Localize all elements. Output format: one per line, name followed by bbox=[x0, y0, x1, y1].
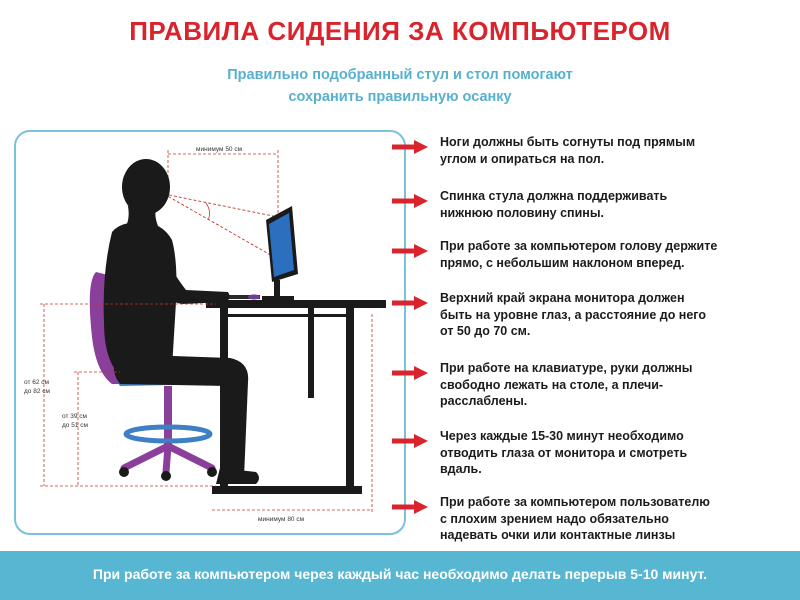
poster-subtitle bbox=[0, 64, 800, 108]
right-arrow-icon bbox=[392, 366, 428, 380]
rule-line: надевать очки или контактные линзы bbox=[440, 528, 676, 542]
rule-line: быть на уровне глаз, а расстояние до него bbox=[440, 307, 706, 322]
rule-line: свободно лежать на столе, а плечи- bbox=[440, 377, 664, 392]
dimension-seat-height bbox=[62, 372, 120, 486]
rule-line: углом и опираться на пол. bbox=[440, 151, 605, 166]
subtitle-line: сохранить правильную осанку bbox=[288, 89, 512, 105]
rule-line: При работе за компьютером пользователю bbox=[440, 495, 710, 509]
dimension-table-height-label-2: до 82 см bbox=[24, 388, 50, 395]
posture-illustration-drawing bbox=[16, 132, 406, 535]
rule-line: нижнюю половину спины. bbox=[440, 205, 604, 220]
poster-title: ПРАВИЛА СИДЕНИЯ ЗА КОМПЬЮТЕРОМ bbox=[129, 16, 671, 46]
right-arrow-icon bbox=[392, 296, 428, 310]
posture-illustration bbox=[14, 130, 406, 535]
rule-text bbox=[440, 134, 786, 167]
subtitle-line: Правильно подобранный стул и стол помогают bbox=[227, 67, 573, 83]
rule-line: Верхний край экрана монитора должен bbox=[440, 291, 685, 305]
right-arrow-icon bbox=[392, 194, 428, 208]
right-arrow-icon bbox=[392, 434, 428, 448]
rule-text bbox=[440, 360, 786, 410]
rule-line: расслаблены. bbox=[440, 394, 528, 408]
rule-text bbox=[440, 428, 786, 478]
rule-line: с плохим зрением надо обязательно bbox=[440, 511, 669, 526]
dimension-seat-height-label-2: до 51 см bbox=[62, 422, 88, 429]
rule-line: При работе на клавиатуре, руки должны bbox=[440, 361, 693, 375]
dimension-top-label: минимум 50 см bbox=[196, 146, 243, 153]
rule-line: прямо, с небольшим наклоном вперед. bbox=[440, 255, 685, 270]
dimension-table-height-label-1: от 62 см bbox=[24, 379, 50, 386]
rule-text bbox=[440, 238, 786, 271]
right-arrow-icon bbox=[392, 500, 428, 514]
dimension-top bbox=[168, 146, 278, 292]
rule-text bbox=[440, 188, 786, 221]
dimension-seat-height-label-1: от 39 см bbox=[62, 413, 88, 420]
rule-line: При работе за компьютером голову держите bbox=[440, 239, 718, 253]
rule-line: Ноги должны быть согнуты под прямым bbox=[440, 135, 696, 149]
right-arrow-icon bbox=[392, 140, 428, 154]
footer-text: При работе за компьютером через каждый час необходимо делать перерыв 5-10 минут. bbox=[92, 566, 708, 582]
sight-lines bbox=[164, 194, 278, 257]
rule-line: Через каждые 15-30 минут необходимо bbox=[440, 429, 684, 443]
footer-banner bbox=[0, 551, 800, 600]
rule-line: Спинка стула должна поддерживать bbox=[440, 189, 668, 203]
rule-line: отводить глаза от монитора и смотреть bbox=[440, 445, 688, 460]
dimension-bottom-label: минимум 80 см bbox=[258, 516, 305, 523]
rule-text bbox=[440, 290, 786, 340]
rule-text bbox=[440, 494, 786, 544]
rule-line: вдаль. bbox=[440, 462, 482, 476]
rule-line: от 50 до 70 см. bbox=[440, 324, 531, 338]
right-arrow-icon bbox=[392, 244, 428, 258]
monitor bbox=[262, 206, 298, 300]
